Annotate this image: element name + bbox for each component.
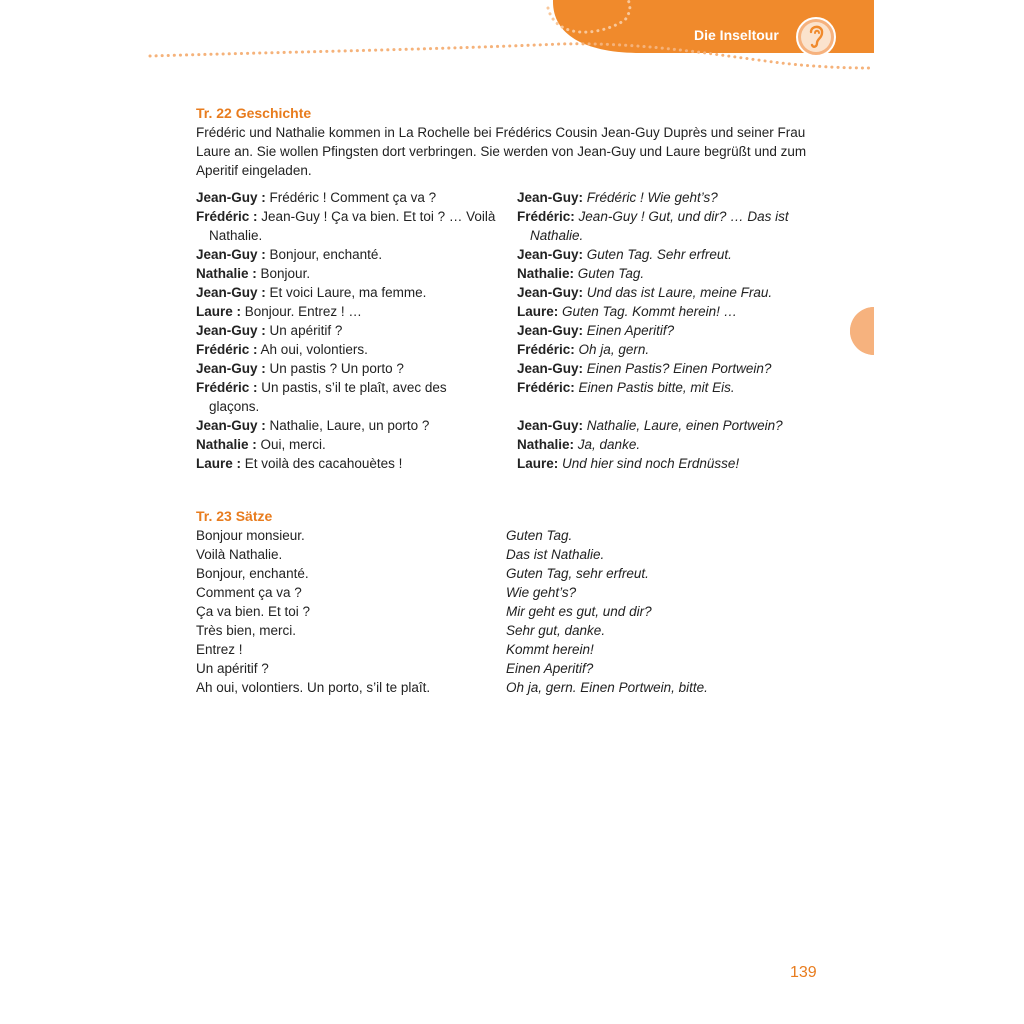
speaker: Jean-Guy:: [517, 418, 584, 433]
page-number: 139: [790, 964, 817, 981]
line-text: Ja, danke.: [577, 437, 641, 452]
speaker: Nathalie :: [196, 266, 257, 281]
speaker: Jean-Guy :: [196, 247, 266, 262]
dialogue-line: [517, 207, 819, 245]
line-text: Un apéritif ?: [269, 323, 343, 338]
line-text: Einen Pastis? Einen Portwein?: [586, 361, 772, 376]
chapter-title: Die Inseltour: [694, 27, 779, 43]
dialogue-german: [517, 188, 819, 473]
sentence: Einen Aperitif?: [506, 661, 594, 676]
sentence: Comment ça va ?: [196, 585, 302, 600]
line-text: Nathalie, Laure, einen Portwein?: [586, 418, 783, 433]
dialogue-line: [517, 340, 819, 359]
speaker: Jean-Guy:: [517, 247, 584, 262]
sentences-french: [196, 526, 486, 697]
dialogue-line: [517, 359, 819, 378]
speaker: Laure:: [517, 304, 559, 319]
dialogue-line: [196, 416, 496, 435]
dialogue-line: [196, 454, 496, 473]
line-text: Jean-Guy ! Gut, und dir? … Das ist Nathalie.: [530, 209, 789, 243]
line-text: Bonjour.: [260, 266, 311, 281]
dialogue-line: [517, 435, 819, 454]
dialogue-line: [196, 245, 496, 264]
sentence: Bonjour, enchanté.: [196, 566, 309, 581]
line-text: Frédéric ! Wie geht’s?: [586, 190, 718, 205]
line-text: Bonjour, enchanté.: [269, 247, 383, 262]
line-text: Ah oui, volontiers.: [260, 342, 368, 357]
speaker: Jean-Guy :: [196, 418, 266, 433]
speaker: Nathalie:: [517, 266, 575, 281]
dialogue-line: [517, 264, 819, 283]
line-text: Guten Tag.: [577, 266, 645, 281]
sentence: Wie geht’s?: [506, 585, 577, 600]
sentence: Kommt herein!: [506, 642, 594, 657]
dialogue-line: [196, 302, 496, 321]
speaker: Jean-Guy :: [196, 285, 266, 300]
spacer: [517, 397, 819, 416]
story-heading: Tr. 22 Geschichte: [196, 105, 312, 121]
dialogue-line: [196, 435, 496, 454]
line-text: Und das ist Laure, meine Frau.: [586, 285, 773, 300]
dialogue-line: [517, 245, 819, 264]
line-text: Jean-Guy ! Ça va bien. Et toi ? … Voilà Nathalie.: [209, 209, 496, 243]
dialogue-line: [517, 188, 819, 207]
speaker: Nathalie :: [196, 437, 257, 452]
line-text: Einen Aperitif?: [586, 323, 675, 338]
dialogue-line: [196, 359, 496, 378]
dialogue-line: [196, 378, 496, 416]
speaker: Jean-Guy :: [196, 361, 266, 376]
line-text: Guten Tag. Sehr erfreut.: [586, 247, 732, 262]
sentence: Oh ja, gern. Einen Portwein, bitte.: [506, 680, 708, 695]
speaker: Frédéric:: [517, 342, 575, 357]
speaker: Jean-Guy:: [517, 323, 584, 338]
dialogue-line: [517, 283, 819, 302]
speaker: Laure :: [196, 304, 242, 319]
sentence: Ça va bien. Et toi ?: [196, 604, 311, 619]
sentences-german: [506, 526, 806, 697]
dialogue-line: [196, 321, 496, 340]
speaker: Jean-Guy:: [517, 285, 584, 300]
dialogue-line: [196, 264, 496, 283]
line-text: Nathalie, Laure, un porto ?: [269, 418, 430, 433]
dialogue-line: [517, 302, 819, 321]
dialogue-line: [517, 416, 819, 435]
sentence: Bonjour monsieur.: [196, 528, 305, 543]
speaker: Jean-Guy :: [196, 190, 266, 205]
sentence: Guten Tag.: [506, 528, 573, 543]
ear-icon: [796, 17, 836, 57]
speaker: Frédéric :: [196, 209, 258, 224]
line-text: Frédéric ! Comment ça va ?: [269, 190, 437, 205]
speaker: Laure:: [517, 456, 559, 471]
dialogue-line: [517, 454, 819, 473]
line-text: Oh ja, gern.: [578, 342, 650, 357]
dialogue-french: [196, 188, 496, 473]
dialogue-line: [196, 188, 496, 207]
sentence: Das ist Nathalie.: [506, 547, 605, 562]
sentences-heading: Tr. 23 Sätze: [196, 508, 273, 524]
sentence: Mir geht es gut, und dir?: [506, 604, 652, 619]
dialogue-line: [517, 321, 819, 340]
speaker: Jean-Guy:: [517, 190, 584, 205]
line-text: Et voici Laure, ma femme.: [269, 285, 427, 300]
sentence: Très bien, merci.: [196, 623, 297, 638]
line-text: Einen Pastis bitte, mit Eis.: [578, 380, 735, 395]
story-intro: Frédéric und Nathalie kommen in La Rochelle bei Frédérics Cousin Jean-Guy Duprès und seiner Frau Laure an. Sie wollen Pfingsten dort verbringen. Sie werden von Jean-Guy und Laure begrüßt und zum Aperitif eingeladen.: [196, 125, 807, 178]
sentence: Sehr gut, danke.: [506, 623, 606, 638]
line-text: Guten Tag. Kommt herein! …: [562, 304, 738, 319]
line-text: Et voilà des cacahouètes !: [244, 456, 403, 471]
speaker: Laure :: [196, 456, 242, 471]
sentence: Voilà Nathalie.: [196, 547, 283, 562]
dialogue-line: [196, 283, 496, 302]
line-text: Und hier sind noch Erdnüsse!: [562, 456, 740, 471]
line-text: Un pastis, s’il te plaît, avec des glaçons.: [209, 380, 447, 414]
sentence: Ah oui, volontiers. Un porto, s’il te plaît.: [196, 680, 431, 695]
dialogue-line: [517, 378, 819, 397]
sentence: Entrez !: [196, 642, 243, 657]
speaker: Frédéric:: [517, 380, 575, 395]
dialogue-line: [196, 207, 496, 245]
speaker: Jean-Guy:: [517, 361, 584, 376]
speaker: Nathalie:: [517, 437, 575, 452]
dialogue-line: [196, 340, 496, 359]
speaker: Frédéric :: [196, 380, 258, 395]
sentence: Un apéritif ?: [196, 661, 269, 676]
line-text: Un pastis ? Un porto ?: [269, 361, 404, 376]
side-tab-shape: [850, 307, 874, 355]
speaker: Frédéric:: [517, 209, 575, 224]
line-text: Oui, merci.: [260, 437, 326, 452]
speaker: Frédéric :: [196, 342, 258, 357]
speaker: Jean-Guy :: [196, 323, 266, 338]
sentence: Guten Tag, sehr erfreut.: [506, 566, 649, 581]
line-text: Bonjour. Entrez ! …: [244, 304, 362, 319]
